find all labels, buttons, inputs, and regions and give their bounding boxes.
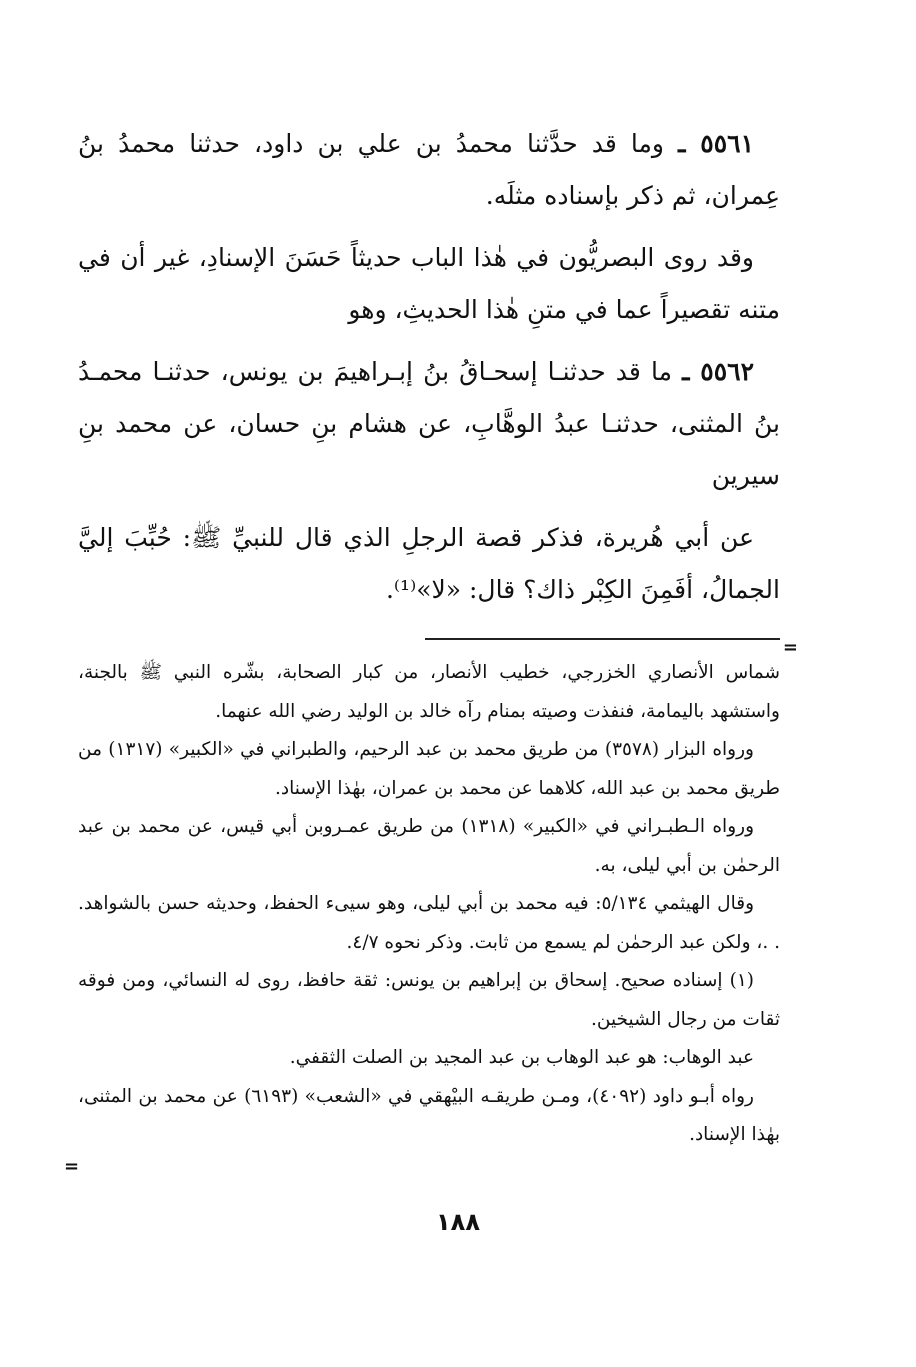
footnote-paragraph: (١) إسناده صحيح. إسحاق بن إبراهيم بن يونس: ثقة حافظ، روى له النسائي، ومن فوقه ثقات من رجال الشيخين. bbox=[78, 970, 780, 1030]
paragraph-text: وما قد حدَّثنا محمدُ بن علي بن داود، حدثنا محمدُ بنُ عِمران، ثم ذكر بإسناده مثلَه. bbox=[78, 129, 780, 210]
hadith-number: ٥٥٦٢ ـ bbox=[682, 357, 754, 386]
hadith-paragraph bbox=[78, 118, 780, 222]
main-text bbox=[78, 118, 780, 616]
paragraph-text: ما قد حدثنـا إسحـاقُ بنُ إبـراهيمَ بن يونس، حدثنـا محمـدُ بنُ المثنى، حدثنـا عبدُ الوهَّابِ، عن هشام بنِ حسان، عن محمد بنِ سيرين bbox=[78, 357, 780, 490]
footnote-divider bbox=[425, 638, 780, 640]
hadith-matn-paragraph: عن أبي هُريرة، فذكر قصة الرجلِ الذي قال للنبيِّ ﷺ: حُبِّبَ إليَّ الجمالُ، أفَمِنَ الكِبْر ذاك؟ قال: «لا»⁽¹⁾. bbox=[78, 523, 780, 604]
footnote-paragraph: رواه أبـو داود (٤٠٩٢)، ومـن طريقـه البيْهقي في «الشعب» (٦١٩٣) عن محمد بن المثنى، بهٰذا الإسناد. bbox=[78, 1085, 780, 1145]
footnote-paragraph: وقال الهيثمي ٥/١٣٤: فيه محمد بن أبي ليلى، وهو سيىء الحفظ، وحديثه حسن بالشواهد. . .، ولكن عبد الرحمٰن لم يسمع من ثابت. وذكر نحوه ٤/٧. bbox=[78, 893, 780, 953]
page-body bbox=[78, 118, 780, 1155]
commentary-paragraph: وقد روى البصريُّون في هٰذا الباب حديثاً حَسَنَ الإسنادِ، غير أن في متنه تقصيراً عما في متنِ هٰذا الحديثِ، وهو bbox=[78, 243, 780, 324]
hadith-paragraph bbox=[78, 346, 780, 502]
footnote-continuation-mark: = bbox=[782, 637, 798, 658]
page-number: ١٨٨ bbox=[436, 1208, 480, 1236]
hadith-number: ٥٥٦١ ـ bbox=[678, 129, 754, 158]
footnote-paragraph: شماس الأنصاري الخزرجي، خطيب الأنصار، من كبار الصحابة، بشّره النبي ﷺ بالجنة، واستشهد باليمامة، فنفذت وصيته بمنام رآه خالد بن الوليد رضي الله عنهما. bbox=[78, 662, 780, 722]
footnotes bbox=[78, 654, 780, 1155]
footnote-continuation-mark: = bbox=[64, 1156, 80, 1177]
footnote-paragraph: ورواه الـطبـراني في «الكبير» (١٣١٨) من طريق عمـروبن أبي قيس، عن محمد بن عبد الرحمٰن بن أبي ليلى، به. bbox=[78, 816, 780, 876]
footnote-paragraph: عبد الوهاب: هو عبد الوهاب بن عبد المجيد بن الصلت الثقفي. bbox=[289, 1047, 754, 1068]
footnote-paragraph: ورواه البزار (٣٥٧٨) من طريق محمد بن عبد الرحيم، والطبراني في «الكبير» (١٣١٧) من طريق محمد بن عبد الله، كلاهما عن محمد بن عمران، بهٰذا الإسناد. bbox=[78, 739, 780, 799]
